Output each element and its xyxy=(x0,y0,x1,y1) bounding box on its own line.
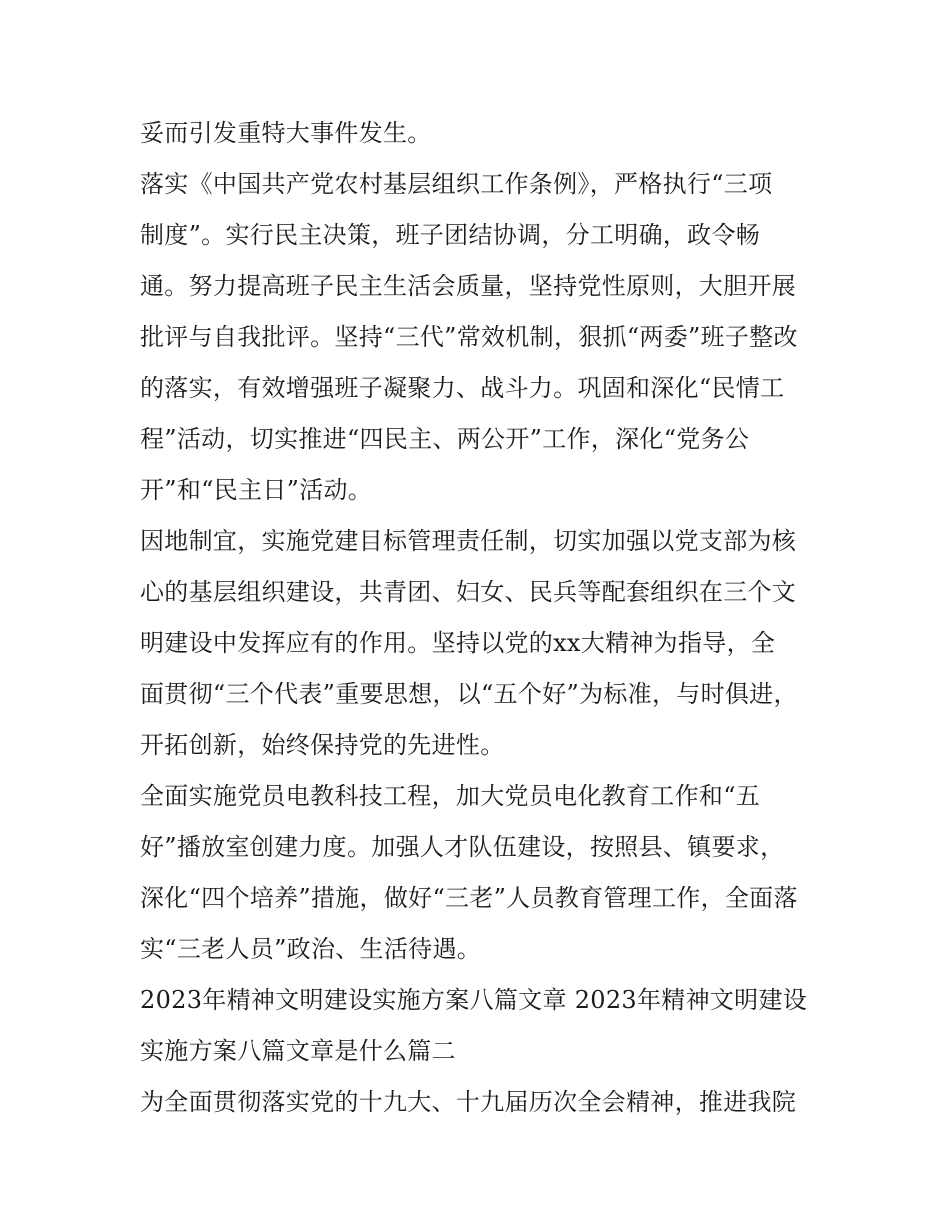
text-line: 为全面贯彻落实党的十九大、十九届历次全会精神，推进我院 xyxy=(140,1088,797,1116)
text-line: 因地制宜，实施党建目标管理责任制，切实加强以党支部为核 xyxy=(140,527,797,555)
text-line: 的落实，有效增强班子凝聚力、战斗力。巩固和深化“民情工 xyxy=(140,374,785,402)
text-line: 实“三老人员”政治、生活待遇。 xyxy=(140,935,482,963)
text-line: 好”播放室创建力度。加强人才队伍建设，按照县、镇要求， xyxy=(140,833,785,861)
text-line: 程”活动，切实推进“四民主、两公开”工作，深化“党务公 xyxy=(140,425,750,453)
document-body xyxy=(140,108,820,1128)
text-line: 开拓创新，始终保持党的先进性。 xyxy=(140,731,505,759)
section-heading-line: 2023年精神文明建设实施方案八篇文章 2023年精神文明建设 xyxy=(140,986,808,1014)
text-line: 深化“四个培养”措施，做好“三老”人员教育管理工作，全面落 xyxy=(140,884,798,912)
text-line: 通。努力提高班子民主生活会质量，坚持党性原则，大胆开展 xyxy=(140,272,797,300)
text-line: 开”和“民主日”活动。 xyxy=(140,476,373,504)
text-line: 妥而引发重特大事件发生。 xyxy=(140,119,432,147)
text-line: 制度”。实行民主决策，班子团结协调，分工明确，政令畅 xyxy=(140,221,761,249)
section-heading-line: 实施方案八篇文章是什么篇二 xyxy=(140,1037,456,1065)
text-line: 全面实施党员电教科技工程，加大党员电化教育工作和“五 xyxy=(140,782,761,810)
text-line: 明建设中发挥应有的作用。坚持以党的xx大精神为指导，全 xyxy=(140,629,776,657)
text-line: 面贯彻“三个代表”重要思想，以“五个好”为标准，与时俱进， xyxy=(140,680,798,708)
text-line: 心的基层组织建设，共青团、妇女、民兵等配套组织在三个文 xyxy=(140,578,797,606)
text-line: 批评与自我批评。坚持“三代”常效机制，狠抓“两委”班子整改 xyxy=(140,323,798,351)
text-line: 落实《中国共产党农村基层组织工作条例》，严格执行“三项 xyxy=(140,170,773,198)
